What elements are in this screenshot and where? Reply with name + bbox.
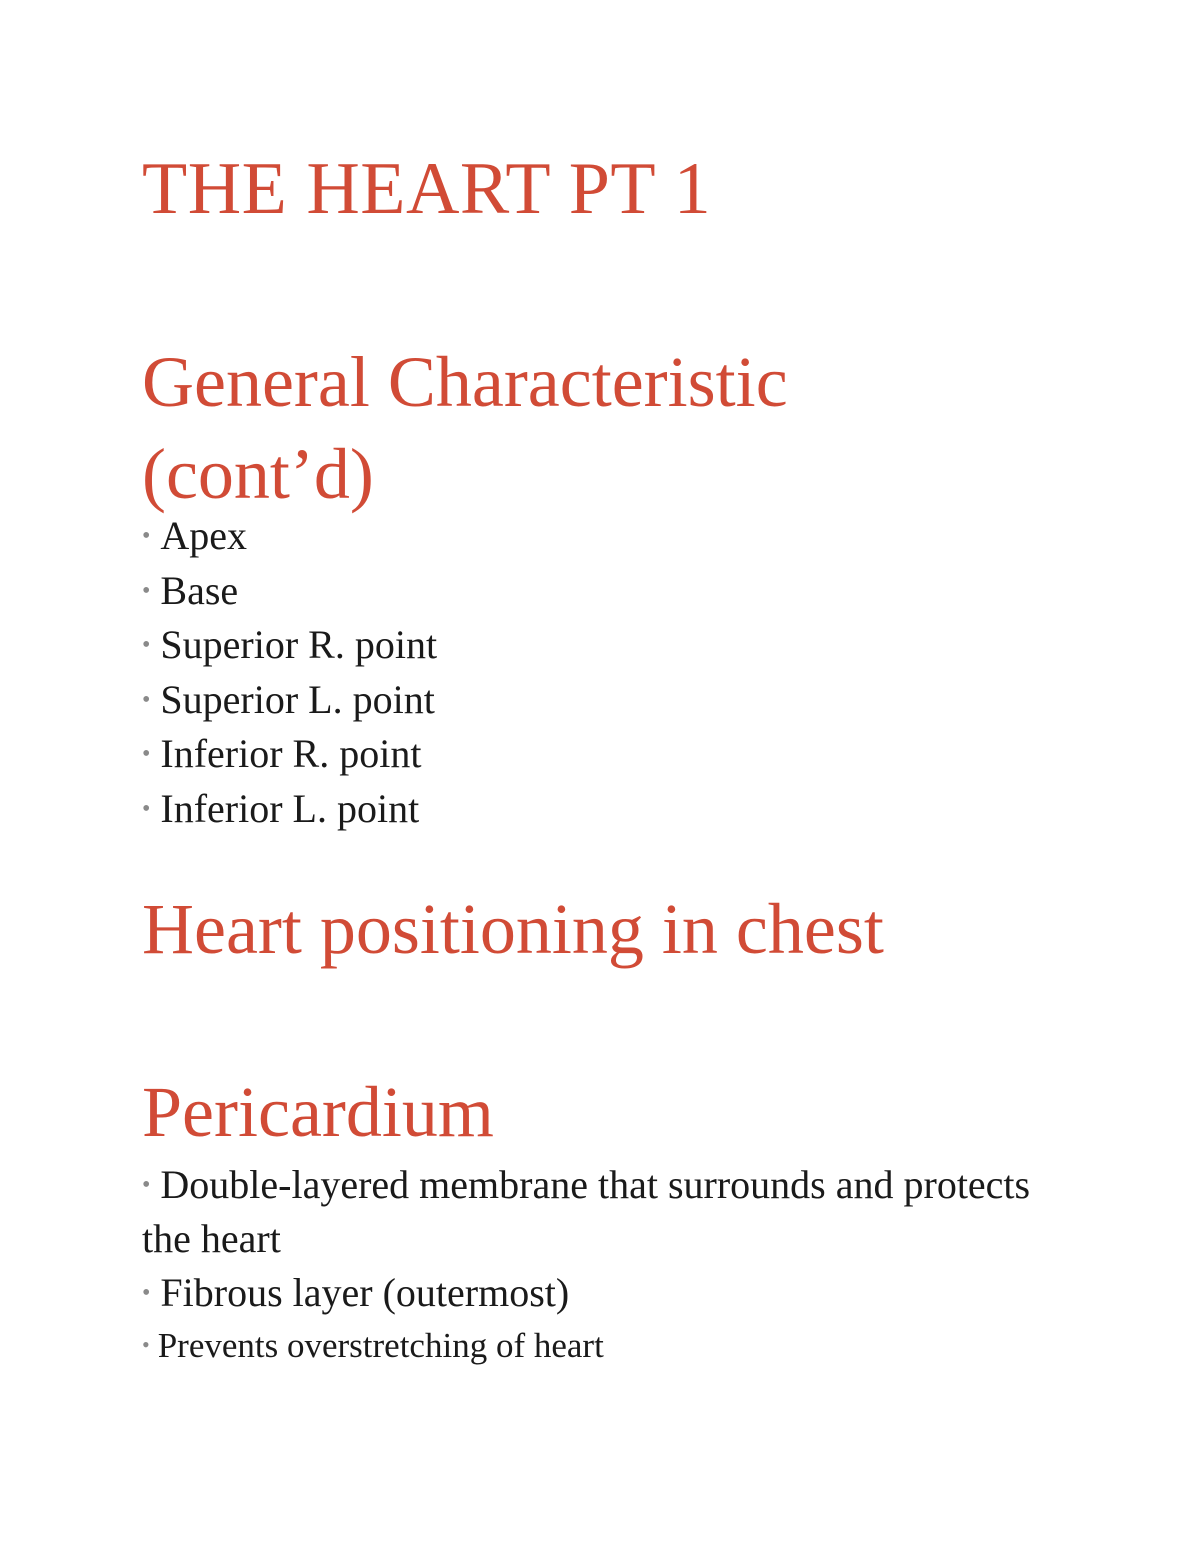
pericardium-list — [142, 1158, 1072, 1371]
bullet-icon: • — [142, 795, 151, 822]
bullet-icon: • — [142, 1280, 151, 1306]
section-heading-heart-positioning: Heart positioning in chest — [142, 889, 884, 969]
page-title: THE HEART PT 1 — [142, 148, 712, 230]
bullet-icon: • — [142, 686, 151, 713]
bullet-icon: • — [142, 1332, 150, 1357]
list-item: • Inferior R. point — [142, 731, 422, 776]
bullet-icon: • — [142, 632, 151, 658]
section-heading-pericardium: Pericardium — [142, 1072, 494, 1152]
list-item: • Inferior L. point — [142, 785, 420, 831]
bullet-icon: • — [142, 577, 151, 604]
list-item: • Fibrous layer (outermost) — [142, 1270, 570, 1315]
list-item: • Apex — [142, 513, 248, 558]
list-item: • Superior R. point — [142, 622, 438, 667]
list-item: • Prevents overstretching of heart — [142, 1326, 604, 1365]
list-item: • Superior L. point — [142, 676, 435, 722]
list-item: • Double-layered membrane that surrounds and protects the heart — [142, 1162, 1031, 1261]
bullet-icon: • — [142, 1172, 151, 1198]
bullet-icon: • — [142, 741, 151, 767]
general-characteristic-list — [142, 509, 437, 836]
section-heading-general-characteristic: General Characteristic (cont’d) — [142, 342, 788, 514]
list-item: • Base — [142, 567, 239, 613]
bullet-icon: • — [142, 523, 151, 549]
